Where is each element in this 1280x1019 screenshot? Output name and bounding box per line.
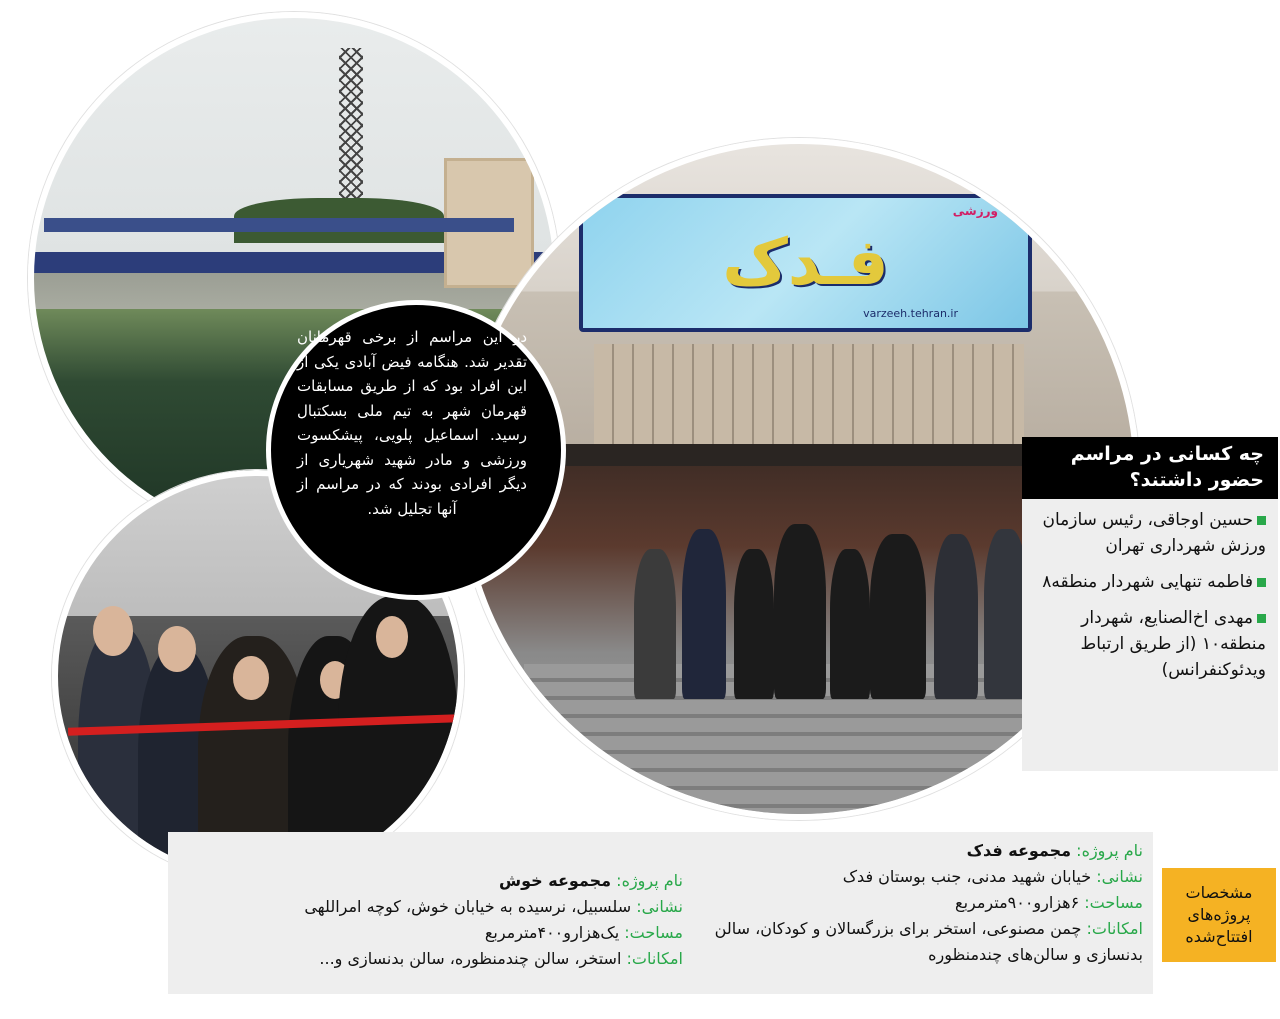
green-square-icon xyxy=(1257,578,1266,587)
quote-text: در این مراسم از برخی قهرمانان تقدیر شد. هنگامه فیض آبادی یکی از این افراد بود که از طریق مسابقات قهرمان شهر به تیم ملی بسکتبال رسید. اسماعیل پلویی، پیشکسوت ورزشی و مادر شهید شهریاری از دیگر افرادی بودند که در مراسم از آنها تجلیل شد. xyxy=(297,328,527,518)
green-square-icon xyxy=(1257,516,1266,525)
list-item: فاطمه تنهایی شهردار منطقه۸ xyxy=(1030,569,1266,595)
sign-subtitle: ورزشی xyxy=(952,204,998,218)
project-name: مجموعه خوش xyxy=(499,871,612,890)
fadak-sign xyxy=(579,194,1032,332)
project-address: خیابان شهید مدنی، جنب بوستان فدک xyxy=(842,867,1092,886)
specs-badge: مشخصات پروژه‌های افتتاح‌شده xyxy=(1162,868,1276,962)
project-khosh: نام پروژه: مجموعه خوش نشانی: سلسبیل، نرسیده به خیابان خوش، کوچه امراللهی مساحت: یک‌هزارو۴۰۰مترمربع امکانات: استخر، سالن چندمنظوره، سالن بدنسازی و... xyxy=(304,871,683,968)
attendees-list xyxy=(1022,499,1278,683)
attendees-heading: چه کسانی در مراسم حضور داشتند؟ xyxy=(1022,437,1278,499)
sign-url: varzeeh.tehran.ir xyxy=(863,307,958,320)
list-item: مهدی اخ‌الصنایع، شهردار منطقه۱۰ (از طریق ارتباط ویدئوکنفرانس) xyxy=(1080,608,1266,680)
project-name: مجموعه فدک xyxy=(966,841,1072,860)
green-square-icon xyxy=(1257,614,1266,623)
project-area: یک‌هزارو۴۰۰مترمربع xyxy=(484,923,620,942)
project-address: سلسبیل، نرسیده به خیابان خوش، کوچه امراللهی xyxy=(304,897,632,916)
project-facilities: چمن مصنوعی، استخر برای بزرگسالان و کودکان، سالن بدنسازی و سالن‌های چندمنظوره xyxy=(714,919,1143,964)
entrance-canopy xyxy=(554,444,1074,466)
project-fadak: نام پروژه: مجموعه فدک نشانی: خیابان شهید مدنی، جنب بوستان فدک مساحت: ۶هزارو۹۰۰مترمربع امکانات: چمن مصنوعی، استخر برای بزرگسالان و کودکان، سالن بدنسازی و سالن‌های چندمنظوره xyxy=(714,841,1143,964)
facade-fins xyxy=(594,344,1024,444)
group-of-officials xyxy=(634,524,1054,699)
project-facilities: استخر، سالن چندمنظوره، سالن بدنسازی و... xyxy=(319,949,622,968)
sign-title: فـدک xyxy=(722,226,889,300)
project-area: ۶هزارو۹۰۰مترمربع xyxy=(955,893,1080,912)
list-item: حسین اوجاقی، رئیس سازمان ورزش شهرداری تهران xyxy=(1042,510,1266,556)
attendees-panel xyxy=(1022,437,1278,771)
stand-roof xyxy=(44,218,514,232)
quote-circle xyxy=(266,300,566,600)
project-specs-panel xyxy=(168,832,1153,994)
